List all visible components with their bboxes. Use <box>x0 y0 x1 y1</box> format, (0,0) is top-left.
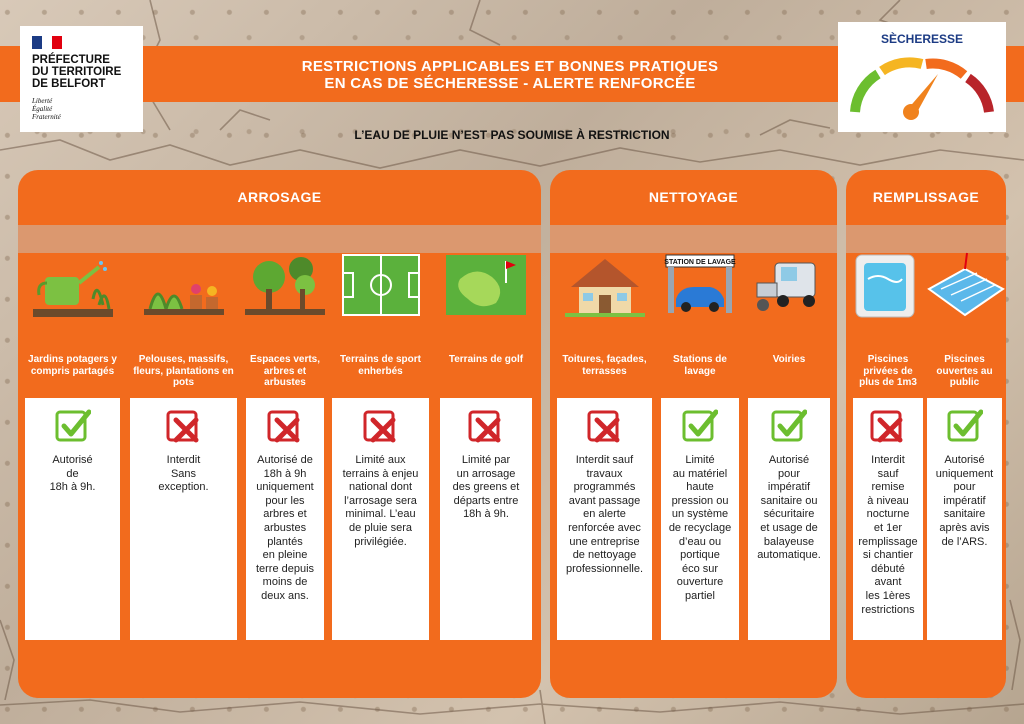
public-pool-icon <box>925 244 1005 324</box>
rule-text <box>443 454 529 522</box>
rule-card <box>927 398 1002 640</box>
car-wash-icon <box>660 244 740 324</box>
private-pool-icon <box>848 244 928 324</box>
rule-text <box>28 454 117 495</box>
rule-text-line: de nettoyage <box>572 549 637 562</box>
rule-card <box>557 398 652 640</box>
football-field-icon <box>341 244 421 324</box>
rule-text-line: deux ans. <box>261 589 309 602</box>
rule-text-line: renforcée avec <box>568 521 641 534</box>
flower-bed-icon <box>144 244 224 324</box>
rule-text-line: pour <box>777 467 801 480</box>
trees-icon <box>245 244 325 324</box>
rule-card <box>853 398 923 640</box>
rule-text-line: une entreprise <box>569 535 640 548</box>
cross-icon <box>363 408 399 444</box>
rule-text-line: nocturne <box>866 508 910 521</box>
rule-text <box>249 454 321 604</box>
rule-text-line: Autorisé <box>52 454 93 466</box>
rule-card <box>661 398 739 640</box>
rule-text-line: uniquement <box>935 467 994 480</box>
rule-text-line: remise <box>871 481 905 494</box>
cross-icon <box>166 408 202 444</box>
rule-text-line: en alerte <box>583 508 626 521</box>
rule-text-line: Interdit sauf <box>575 454 634 466</box>
rule-text-line: en pleine <box>262 549 308 562</box>
rule-text-line: après avis <box>939 521 990 534</box>
cross-icon <box>267 408 303 444</box>
rule-text-line: Interdit <box>166 454 201 466</box>
rule-text-line: sécuritaire <box>763 508 815 521</box>
rule-text-line: terre depuis <box>255 562 315 575</box>
section-title: NETTOYAGE <box>648 189 739 205</box>
rule-text-line: sanitaire <box>943 508 986 521</box>
rule-text-line: un arrosage <box>456 467 516 480</box>
rule-text-line: un système <box>671 508 729 521</box>
rule-text-line: portique <box>680 549 720 562</box>
rule-text <box>560 454 649 576</box>
rule-text-line: pour les <box>265 494 305 507</box>
drought-gauge <box>838 22 1006 132</box>
rule-text-line: les 1ères <box>865 589 911 602</box>
rule-text-line: de <box>66 467 79 480</box>
check-icon <box>947 408 983 444</box>
rule-text-line: si chantier <box>862 549 914 562</box>
column-label: Piscines privées de plus de 1m3 <box>859 354 917 388</box>
rule-text-line: uniquement <box>256 481 314 494</box>
rule-card <box>246 398 324 640</box>
rule-card <box>130 398 237 640</box>
rule-text-line: impératif <box>767 481 811 494</box>
rule-card <box>25 398 120 640</box>
rule-text-line: au matériel <box>672 467 728 480</box>
cross-icon <box>468 408 504 444</box>
golf-course-icon <box>446 244 526 324</box>
french-flag-icon <box>32 36 62 49</box>
rule-text-line: impératif <box>943 494 986 507</box>
rule-text <box>856 454 920 617</box>
column-label: Jardins potagers y compris partagés <box>28 354 117 377</box>
cross-icon <box>587 408 623 444</box>
rule-text-line: de l’ARS. <box>941 535 988 548</box>
column-label: Piscines ouvertes au public <box>936 354 993 388</box>
street-sweeper-icon <box>749 244 829 324</box>
house-icon <box>565 244 645 324</box>
rule-text-line: travaux <box>586 467 623 480</box>
rule-text-line: avant passage <box>568 494 641 507</box>
rule-text-line: de pluie sera <box>349 521 412 534</box>
rule-text-line: et 1er <box>873 521 903 534</box>
rule-text-line: Limité par <box>461 454 511 466</box>
gauge-title: SÈCHERESSE <box>880 32 964 46</box>
rule-text-line: l’arrosage sera <box>344 494 417 507</box>
cross-icon <box>870 408 906 444</box>
section-title: REMPLISSAGE <box>872 189 980 205</box>
rule-text-line: moins de <box>262 576 308 589</box>
watering-can-icon <box>33 244 113 324</box>
rule-text-line: restrictions <box>861 603 915 616</box>
title-line-2: EN CAS DE SÉCHERESSE - ALERTE RENFORCÉE <box>324 75 696 92</box>
rule-text-line: Autorisé <box>768 454 810 466</box>
rule-text-line: privilégiée. <box>354 535 407 548</box>
rule-text-line: minimal. L’eau <box>345 508 416 521</box>
rule-text-line: remplissage <box>858 535 918 548</box>
column-label: Espaces verts, arbres et arbustes <box>249 354 321 388</box>
section-title: ARROSAGE <box>237 189 322 205</box>
rule-text <box>751 454 827 563</box>
republic-motto: Liberté Égalité Fraternité <box>32 97 61 121</box>
column-label: Pelouses, massifs, fleurs, plantations en pots <box>133 354 234 388</box>
rule-text-line: de recyclage <box>668 521 732 534</box>
rule-text-line: exception. <box>158 481 209 494</box>
rule-text-line: débuté <box>871 562 905 575</box>
rule-text-line: arbres et <box>263 508 307 521</box>
rule-text-line: haute <box>686 481 714 494</box>
rule-card <box>332 398 429 640</box>
prefecture-name: PRÉFECTURE DU TERRITOIRE DE BELFORT <box>32 54 122 90</box>
rule-text-line: Limité aux <box>355 454 406 466</box>
rule-text-line: des greens et <box>452 481 520 494</box>
column-label: Toitures, façades, terrasses <box>562 354 647 377</box>
svg-text:STATION DE LAVAGE: STATION DE LAVAGE <box>664 259 736 266</box>
rule-text-line: Limité <box>685 454 715 466</box>
column-label: Terrains de golf <box>448 354 524 365</box>
rainwater-note: L’EAU DE PLUIE N’EST PAS SOUMISE À RESTRICTION <box>354 128 670 142</box>
column-label: Stations de lavage <box>673 354 727 377</box>
rule-text-line: Sans <box>170 467 197 480</box>
rule-text-line: programmés <box>573 481 636 494</box>
rule-text-line: balayeuse <box>763 535 815 548</box>
rule-text-line: à niveau <box>867 494 909 507</box>
rule-text-line: 18h à 9h <box>263 467 307 480</box>
rule-card <box>440 398 532 640</box>
title-line-1: RESTRICTIONS APPLICABLES ET BONNES PRATIQUES <box>301 58 719 75</box>
rule-text-line: 18h à 9h. <box>463 508 509 521</box>
rule-text-line: d’eau ou <box>678 535 722 548</box>
rule-text <box>930 454 999 549</box>
column-label: Voiries <box>772 354 806 365</box>
rule-text <box>335 454 426 549</box>
prefecture-logo <box>20 26 143 132</box>
rule-text-line: national dont <box>349 481 412 494</box>
rule-text-line: Interdit <box>871 454 905 466</box>
rule-text-line: Autorisé de <box>257 454 313 466</box>
check-icon <box>682 408 718 444</box>
rule-text-line: éco sur <box>681 562 719 575</box>
rule-text-line: sauf <box>877 467 899 480</box>
rule-text-line: terrains à enjeu <box>342 467 419 480</box>
rule-text-line: ouverture <box>676 576 724 589</box>
column-label: Terrains de sport enherbés <box>340 354 421 377</box>
rule-card <box>748 398 830 640</box>
rule-text-line: avant <box>874 576 902 589</box>
rule-text-line: arbustes <box>263 521 307 534</box>
rule-text-line: automatique. <box>757 549 821 562</box>
rule-text-line: et usage de <box>760 521 818 534</box>
rule-text-line: pression ou <box>671 494 729 507</box>
check-icon <box>771 408 807 444</box>
rule-text-line: Autorisé <box>944 454 985 466</box>
rule-text-line: départs entre <box>453 494 519 507</box>
rule-text <box>664 454 736 604</box>
check-icon <box>55 408 91 444</box>
rule-text-line: partiel <box>685 589 715 602</box>
rule-text-line: plantés <box>267 535 303 548</box>
rule-text-line: pour <box>953 481 976 494</box>
rule-text-line: 18h à 9h. <box>49 481 96 494</box>
rule-text-line: sanitaire ou <box>760 494 818 507</box>
page-title <box>200 58 820 92</box>
rule-text <box>133 454 234 495</box>
gauge-dial-icon <box>838 22 1006 132</box>
rule-text-line: professionnelle. <box>565 562 644 575</box>
